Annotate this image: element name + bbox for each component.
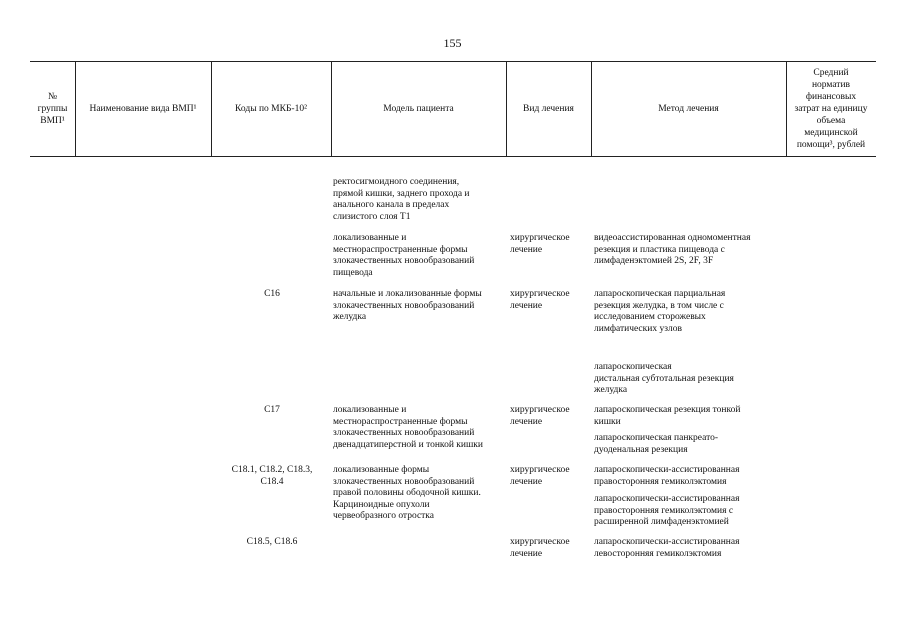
header-cost: Средний норматив финансовых затрат на единицу объема медицинской помощи³, рублей [794,68,868,150]
treatment-type-cell: хирургическое лечение [510,233,570,255]
header-treatment-type: Вид лечения [523,104,574,114]
page-number: 155 [443,36,462,50]
patient-model-cell: локализованные и местнораспространенные формы злокачественных новообразований двенадцатиперстной и тонкой кишки [333,405,483,450]
header-treatment-method: Метод лечения [658,104,719,114]
header-icd-codes: Коды по МКБ-10² [235,104,307,114]
treatment-method-cell: лапароскопически-ассистированная правосторонняя гемиколэктомия с расширенной лимфаденэктомией [594,494,740,527]
icd-code-cell: C18.1, C18.2, C18.3, C18.4 [231,465,313,487]
treatment-method-cell: лапароскопически-ассистированная левосторонняя гемиколэктомия [594,537,740,559]
treatment-type-cell: хирургическое лечение [510,537,570,559]
patient-model-cell: локализованные и местнораспространенные формы злокачественных новообразований пищевода [333,233,475,278]
header-group-number: № группы ВМП¹ [37,92,68,126]
patient-model-cell: локализованные формы злокачественных новообразований правой половины ободочной кишки. Карциноидные опухоли червеобразного отростка [333,465,481,521]
header-vmp-name: Наименование вида ВМП¹ [89,104,197,114]
treatment-method-cell: видеоассистированная одномоментная резекция и пластика пищевода с лимфаденэктомией 2S, 2F, 3F [594,233,751,266]
table-header [30,61,876,157]
treatment-type-cell: хирургическое лечение [510,405,570,427]
treatment-method-cell: лапароскопическая дистальная субтотальная резекция желудка [594,362,734,395]
treatment-method-cell: лапароскопическая парциальная резекция желудка, в том числе с исследованием сторожевых лимфатических узлов [594,289,726,334]
patient-model-cell: начальные и локализованные формы злокачественных новообразований желудка [333,289,482,322]
icd-code-cell: C18.5, C18.6 [246,537,298,547]
treatment-method-cell: лапароскопически-ассистированная правосторонняя гемиколэктомия [594,465,740,487]
treatment-type-cell: хирургическое лечение [510,465,570,487]
header-patient-model: Модель пациента [383,104,454,114]
icd-code-cell: C16 [264,289,280,299]
treatment-type-cell: хирургическое лечение [510,289,570,311]
treatment-method-cell: лапароскопическая резекция тонкой кишки [594,405,741,427]
treatment-method-cell: лапароскопическая панкреато- дуоденальная резекция [594,433,719,455]
icd-code-cell: C17 [264,405,280,415]
patient-model-cell: ректосигмоидного соединения, прямой кишки, заднего прохода и анального канала в пределах слизистого слоя T1 [333,177,470,222]
